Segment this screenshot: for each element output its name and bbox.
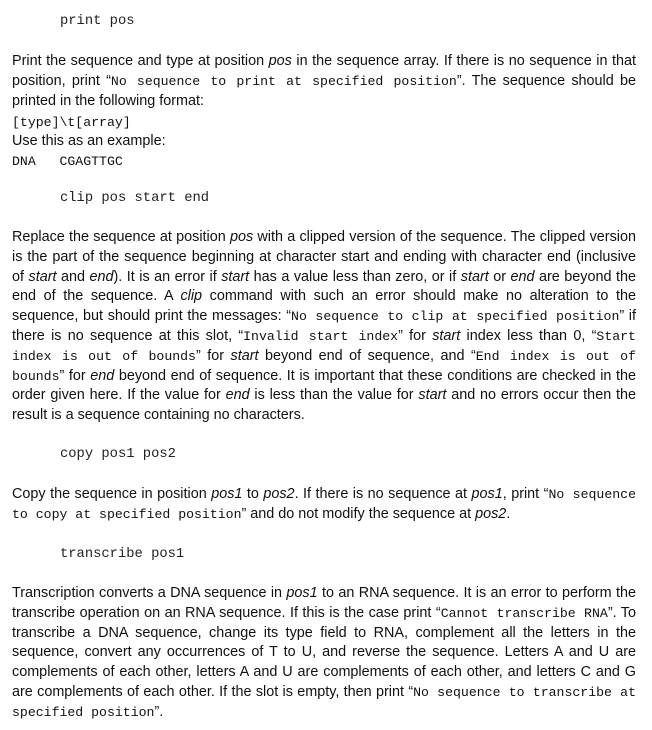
transcribe-command-heading: transcribe pos1 — [60, 547, 185, 562]
error-message-no-sequence-transcribe: No sequence to transcribe at specified position — [12, 684, 636, 720]
clip-description: Replace the sequence at position pos with a clipped version of the sequence. The clipped version is the part of the sequence beginning at character start and ending with character end (inclusive of start and end). It is an error if start has a value less than zero, or if start or end are beyond the end of the sequence. A clip command with such an error should make no alteration to the sequence, but should print the messages: “No sequence to clip at specified position” if there is no sequence at this slot, “Invalid start index” for start index less than 0, “Start index is out of bounds” for start beyond end of sequence, and “End index is out of bounds” for end beyond end of sequence. It is important that these conditions are checked in the order given here. If the value for end is less than the value for start and no errors occur then the result is a sequence containing no characters. — [12, 229, 637, 424]
error-message-no-sequence-copy: No sequence to copy at specified position — [12, 487, 636, 522]
copy-command-heading: copy pos1 pos2 — [60, 447, 176, 462]
format-line: [type]\t[array] — [12, 115, 131, 130]
error-message-start-out-of-bounds: Start index is out of bounds — [12, 328, 636, 364]
print-description: Print the sequence and type at position pos in the sequence array. If there is no sequence in that position, print “No sequence to print at specified position”. The sequence should be printed in the following format: — [12, 53, 636, 109]
print-command-heading: print pos — [60, 14, 135, 29]
error-message-no-sequence-clip: No sequence to clip at specified position — [291, 309, 620, 325]
error-message-invalid-start: Invalid start index — [243, 328, 399, 344]
error-message-end-out-of-bounds: End index is out of bounds — [12, 348, 636, 384]
example-intro: Use this as an example: — [12, 133, 166, 149]
example-line: DNA CGAGTTGC — [12, 154, 123, 169]
clip-command-heading: clip pos start end — [60, 191, 210, 206]
error-message-no-sequence-print: No sequence to print at specified position — [110, 73, 457, 89]
transcribe-description: Transcription converts a DNA sequence in pos1 to an RNA sequence. It is an error to perform the transcribe operation on an RNA sequence. If this is the case print “Cannot transcribe RNA”. To transcribe a DNA sequence, change its type field to RNA, complement all the letters in the sequence, convert any occurrences of T to U, and reverse the sequence. Letters A and U are complements of each other, letters A and U are complements of each other, and letters C and G are complements of each other. If the slot is empty, then print “No sequence to transcribe at specified position”. — [12, 585, 636, 720]
error-message-cannot-transcribe: Cannot transcribe RNA — [440, 605, 608, 621]
copy-description: Copy the sequence in position pos1 to pos2. If there is no sequence at pos1, print “No sequence to copy at specified position” and do not modify the sequence at pos2. — [12, 486, 636, 522]
